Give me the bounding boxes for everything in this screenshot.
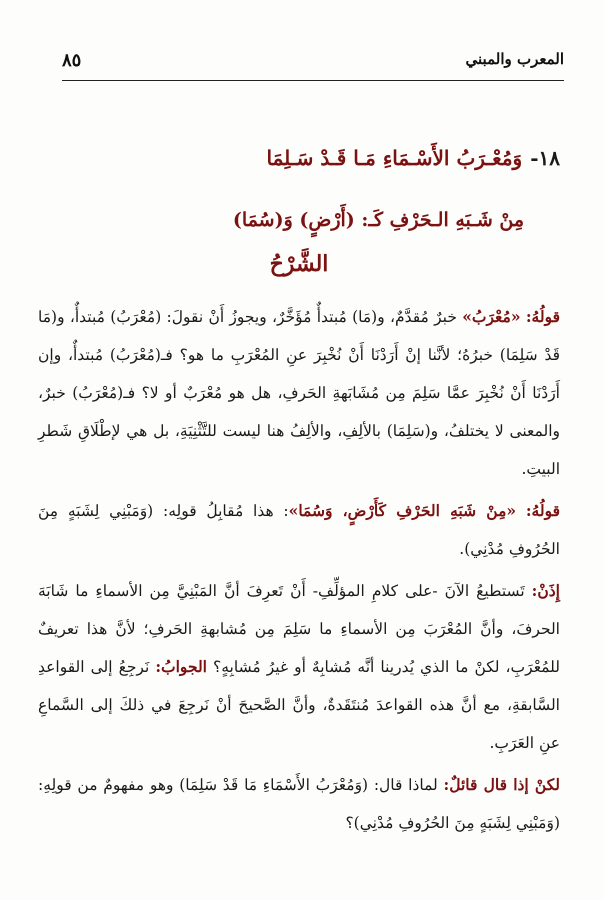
paragraph-text: : هذا مُقابِلُ قولِه: (وَمَبْنِي لِشَبَهٍ مِنَ الحُرُوفِ مُدْنِي).	[38, 502, 560, 558]
verse-line-2: مِنْ شَـبَهِ الـحَرْفِ كَـ: (أَرْضٍ) وَ(سُمَا)	[232, 209, 524, 231]
paragraph	[38, 298, 560, 488]
paragraph-lead: لكنْ إذا قال قائلٌ:	[443, 775, 560, 794]
section-heading: الشَّرْحُ	[269, 251, 329, 277]
header-rule	[62, 80, 564, 81]
verse-text-1: وَمُعْـرَبُ الأَسْـمَاءِ مَـا قَـدْ سَـلِمَا	[266, 146, 523, 170]
page-body	[38, 138, 560, 846]
answer-text: نَرجِعُ إلى القواعدِ السَّابقةِ، مع أنَّ هذه القواعدَ مُنتَقَدةٌ، وأنَّ الصَّحيحَ أنْ نَرجِعَ في ذلكَ إلى السَّماعِ عنِ العَرَبِ.	[38, 658, 560, 752]
paragraph-text: تَستطيعُ الآنَ -على كلامِ المؤلِّفِ- أَنْ تَعرِفَ أنَّ المَبْنِيَّ مِن الأسماءِ ما شَابَهَ الحرفَ، وأنَّ المُعْرَبَ مِن الأسماءِ ما سَلِمَ مِن مُشابهةِ الحَرفِ؛ لأنَّ هذا تعريفٌ للمُعْرَبِ، لكنْ ما الذي يُدرينا أنَّه مُشابِهٌ أو غيرُ مُشابِهٍ؟	[38, 582, 560, 676]
paragraph-lead: قولُهُ:	[525, 501, 560, 520]
quoted-term: «مِنْ شَبَهِ الحَرْفِ كَأَرْضٍ، وَسُمَا»	[288, 501, 517, 520]
paragraph-lead: قولُهُ:	[525, 307, 560, 326]
quoted-term: «مُعْرَبُ»	[462, 307, 521, 326]
page-header	[62, 50, 564, 76]
verse-line-1	[38, 138, 560, 178]
paragraph-lead: إِذَنْ:	[531, 581, 560, 600]
paragraph-text: خبرٌ مُقدَّمٌ، و(مَا) مُبتدأٌ مُؤَخَّرٌ، ويجوزُ أَنْ نقولَ: (مُعْرَبُ) مُبتدأٌ، و(مَا قَدْ سَلِمَا) خبرُهُ؛ لأنَّنا إنْ أَرَدْنَا أَنْ نُخْبِرَ عنِ المُعْرَبِ ما هو؟ فـ(مُعْرَبُ) مُبتدأٌ، وإن أَرَدْنَا أَنْ نُخْبِرَ عمَّا سَلِمَ مِن مُشَابَهةِ الحَرفِ، هل هو مُعْرَبٌ أو لا؟ فـ(مُعْرَبُ) خبرٌ، والمعنى لا يختلفُ، و(سَلِمَا) بالألِفِ، والألِفُ هنا ليست للتَّثْنِيَةِ، بل هي لإطْلَاقِ شَطرِ البيتِ.	[38, 308, 560, 478]
page-number: ٨٥	[62, 50, 82, 71]
paragraph	[38, 572, 560, 762]
verse-number: ١٨-	[530, 146, 560, 170]
running-title: المعرب والمبني	[465, 50, 564, 68]
paragraph	[38, 492, 560, 568]
answer-label: الجوابُ:	[155, 657, 207, 676]
paragraph-text: لماذا قال: (وَمُعْرَبُ الأَسْمَاءِ مَا قَدْ سَلِمَا) وهو مفهومٌ من قولِهِ: (وَمَبْنِي لِشَبَهٍ مِنَ الحُرُوفِ مُدْنِي)؟	[38, 776, 560, 832]
paragraph	[38, 766, 560, 842]
